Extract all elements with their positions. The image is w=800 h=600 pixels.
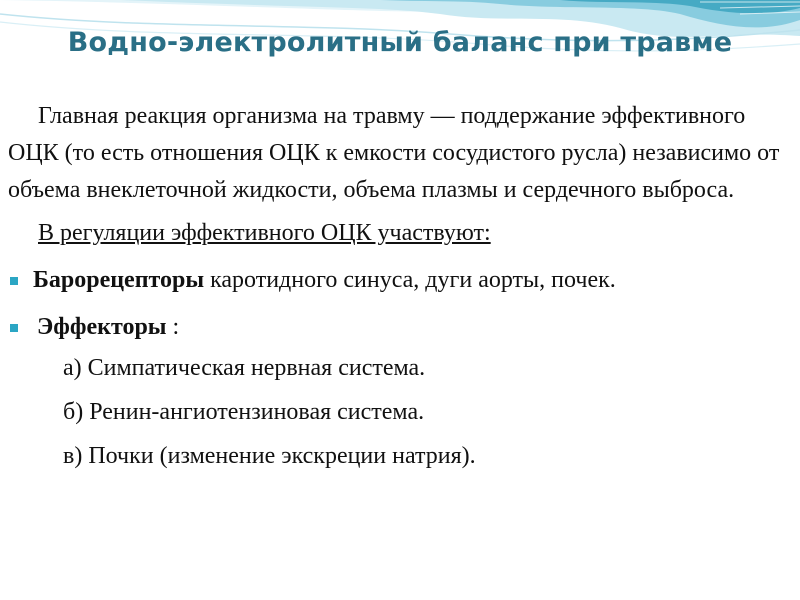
- slide-title: Водно-электролитный баланс при травме: [67, 27, 733, 58]
- square-bullet-icon: [10, 324, 18, 332]
- regulation-subheading: В регуляции эффективного ОЦК участвуют:: [38, 220, 491, 246]
- bullet-baroreceptors: [8, 262, 798, 299]
- bullet-text: каротидного синуса, дуги аорты, почек.: [204, 267, 616, 293]
- bullet-text: :: [166, 314, 180, 340]
- bullet-bold-term: Барорецепторы: [33, 267, 205, 293]
- effector-item: в) Почки (изменение экскреции натрия).: [63, 443, 476, 469]
- slide-body: [8, 98, 798, 475]
- square-bullet-icon: [10, 277, 18, 285]
- intro-paragraph: Главная реакция организма на травму — поддержание эффективного ОЦК (то есть отношения ОЦК к емкости сосудистого русла) независимо от объема внеклеточной жидкости, объема плазмы и сердечного выброса.: [8, 103, 780, 203]
- effector-item: б) Ренин-ангиотензиновая система.: [63, 399, 425, 425]
- bullet-bold-term: Эффекторы: [37, 314, 167, 340]
- bullet-effectors: [8, 309, 798, 346]
- effector-item: а) Симпатическая нервная система.: [63, 355, 426, 381]
